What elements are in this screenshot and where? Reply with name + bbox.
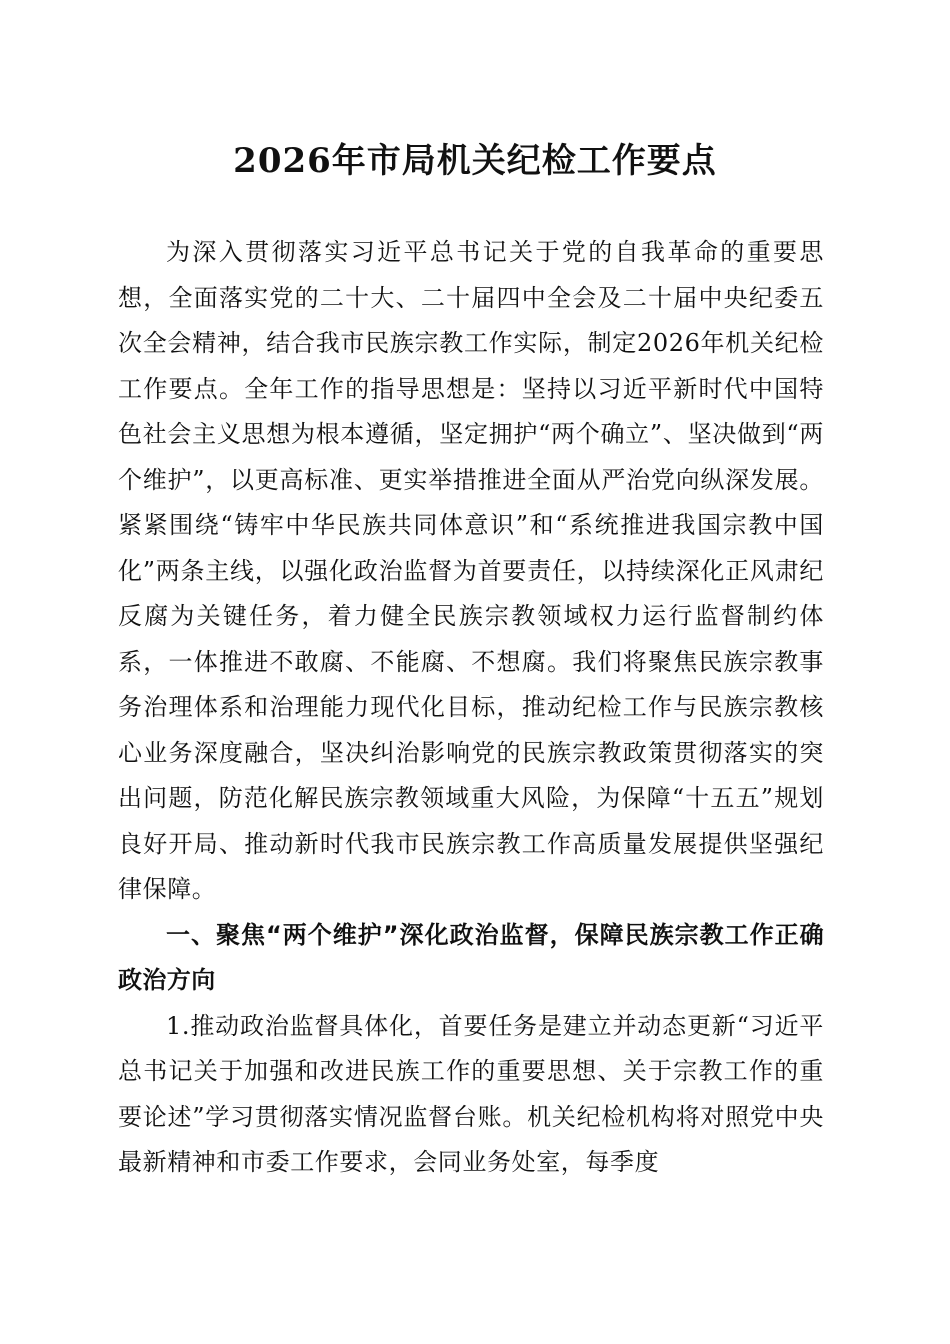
intro-paragraph: 为深入贯彻落实习近平总书记关于党的自我革命的重要思想，全面落实党的二十大、二十届四中全会及二十届中央纪委五次全会精神，结合我市民族宗教工作实际，制定2026年机关纪检工作要点。全年工作的指导思想是：坚持以习近平新时代中国特色社会主义思想为根本遵循，坚定拥护“两个确立”、坚决做到“两个维护”，以更高标准、更实举措推进全面从严治党向纵深发展。紧紧围绕“铸牢中华民族共同体意识”和“系统推进我国宗教中国化”两条主线，以强化政治监督为首要责任，以持续深化正风肃纪反腐为关键任务，着力健全民族宗教领域权力运行监督制约体系，一体推进不敢腐、不能腐、不想腐。我们将聚焦民族宗教事务治理体系和治理能力现代化目标，推动纪检工作与民族宗教核心业务深度融合，坚决纠治影响党的民族宗教政策贯彻落实的突出问题，防范化解民族宗教领域重大风险，为保障“十五五”规划良好开局、推动新时代我市民族宗教工作高质量发展提供坚强纪律保障。 [118, 238, 824, 903]
document-title: 2026年市局机关纪检工作要点 [233, 141, 717, 181]
document-body [118, 230, 824, 1186]
section-1-heading: 一、聚焦“两个维护”深化政治监督，保障民族宗教工作正确政治方向 [118, 920, 824, 994]
item-1-paragraph: 1.推动政治监督具体化，首要任务是建立并动态更新“习近平总书记关于加强和改进民族工作的重要思想、关于宗教工作的重要论述”学习贯彻落实情况监督台账。机关纪检机构将对照党中央最新精神和市委工作要求，会同业务处室，每季度 [118, 1011, 824, 1176]
